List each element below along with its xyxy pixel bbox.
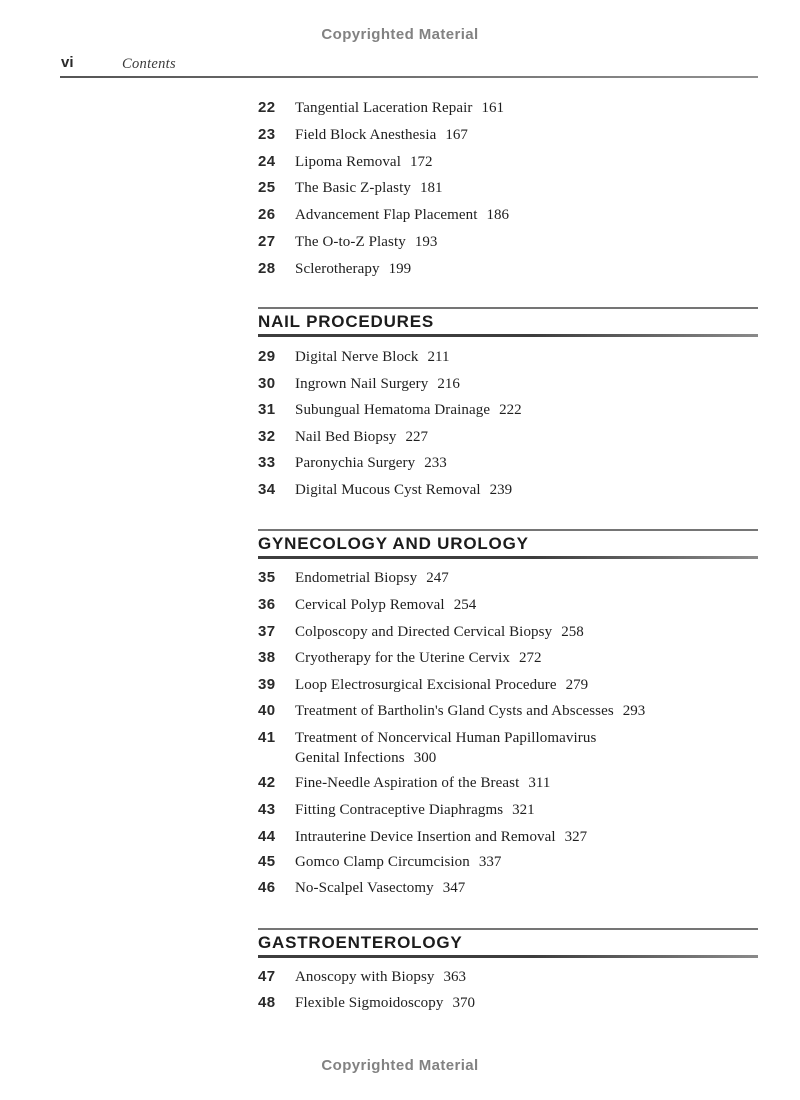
entry-page: 363 bbox=[443, 969, 467, 985]
entry-page: 311 bbox=[528, 775, 551, 791]
entry-page: 300 bbox=[413, 750, 437, 766]
entry-title: Field Block Anesthesia bbox=[295, 127, 437, 143]
toc-entry bbox=[258, 800, 760, 820]
entry-page: 186 bbox=[486, 207, 510, 223]
entry-number: 33 bbox=[258, 454, 276, 471]
toc-entry bbox=[258, 568, 760, 588]
entry-number: 34 bbox=[258, 481, 276, 498]
entry-title: Nail Bed Biopsy bbox=[295, 429, 397, 445]
entry-number: 42 bbox=[258, 774, 276, 791]
entry-page: 216 bbox=[437, 376, 460, 392]
toc-entry bbox=[258, 967, 760, 987]
toc-entry bbox=[258, 427, 760, 447]
entry-page: 199 bbox=[388, 261, 412, 277]
entry-title: Gomco Clamp Circumcision bbox=[295, 854, 470, 870]
entry-number: 46 bbox=[258, 879, 276, 896]
toc-entry bbox=[258, 878, 760, 898]
toc-entry bbox=[258, 622, 760, 642]
toc-entry bbox=[258, 701, 760, 721]
entry-number: 41 bbox=[258, 729, 276, 746]
entry-number: 35 bbox=[258, 569, 276, 586]
entry-page: 161 bbox=[481, 100, 504, 116]
toc-entry bbox=[258, 827, 760, 847]
toc-entry bbox=[258, 675, 760, 695]
entry-page: 211 bbox=[427, 349, 450, 365]
entry-title: Anoscopy with Biopsy bbox=[295, 969, 435, 985]
toc-entry bbox=[258, 205, 760, 225]
section-rule-top bbox=[258, 307, 758, 309]
toc-entry bbox=[258, 480, 760, 500]
entry-number: 37 bbox=[258, 623, 276, 640]
entry-number: 26 bbox=[258, 206, 276, 223]
toc-entry bbox=[258, 232, 760, 252]
toc-entry bbox=[258, 374, 760, 394]
entry-title: Sclerotherapy bbox=[295, 261, 380, 277]
entry-title: Digital Nerve Block bbox=[295, 349, 419, 365]
section-heading-gynecology-and-urology bbox=[258, 529, 758, 559]
entry-page: 227 bbox=[405, 429, 428, 445]
entry-title: Ingrown Nail Surgery bbox=[295, 376, 429, 392]
entry-title: Intrauterine Device Insertion and Removal bbox=[295, 829, 556, 845]
toc-entry bbox=[258, 125, 760, 145]
entry-number: 48 bbox=[258, 994, 276, 1011]
section-heading-gastroenterology bbox=[258, 928, 758, 958]
entry-number: 39 bbox=[258, 676, 276, 693]
entry-number: 36 bbox=[258, 596, 276, 613]
toc-entry bbox=[258, 852, 760, 872]
entry-number: 43 bbox=[258, 801, 276, 818]
section-rule-top bbox=[258, 928, 758, 930]
entry-page: 172 bbox=[409, 154, 433, 170]
entry-title: Subungual Hematoma Drainage bbox=[295, 402, 491, 418]
toc-entry bbox=[258, 728, 760, 748]
entry-number: 27 bbox=[258, 233, 276, 250]
section-title: GASTROENTEROLOGY bbox=[258, 933, 463, 952]
section-heading-nail-procedures bbox=[258, 307, 758, 337]
section-rule-bottom bbox=[258, 556, 758, 559]
toc-entry bbox=[258, 152, 760, 172]
entry-page: 321 bbox=[512, 802, 535, 818]
entry-title-line2: Genital Infections bbox=[295, 750, 405, 766]
entry-number: 44 bbox=[258, 828, 276, 845]
entry-page: 222 bbox=[499, 402, 522, 418]
entry-title: Fitting Contraceptive Diaphragms bbox=[295, 802, 504, 818]
entry-page: 258 bbox=[561, 624, 584, 640]
section-title: GYNECOLOGY AND UROLOGY bbox=[258, 534, 529, 553]
entry-number: 24 bbox=[258, 153, 276, 170]
entry-number: 25 bbox=[258, 179, 276, 196]
entry-title: The Basic Z-plasty bbox=[295, 180, 411, 196]
entry-number: 32 bbox=[258, 428, 276, 445]
entry-number: 31 bbox=[258, 401, 276, 418]
toc-entry bbox=[258, 595, 760, 615]
toc-entry bbox=[258, 453, 760, 473]
entry-title: Cryotherapy for the Uterine Cervix bbox=[295, 650, 510, 666]
entry-number: 40 bbox=[258, 702, 276, 719]
entry-title: The O-to-Z Plasty bbox=[295, 234, 406, 250]
toc-entry bbox=[258, 648, 760, 668]
entry-page: 181 bbox=[419, 180, 443, 196]
entry-page: 370 bbox=[452, 995, 475, 1011]
entry-title: Flexible Sigmoidoscopy bbox=[295, 995, 444, 1011]
section-rule-bottom bbox=[258, 955, 758, 958]
entry-page: 347 bbox=[442, 880, 466, 896]
entry-number: 38 bbox=[258, 649, 276, 666]
entry-title: Colposcopy and Directed Cervical Biopsy bbox=[295, 624, 553, 640]
entry-page: 167 bbox=[445, 127, 468, 143]
toc-entry bbox=[258, 347, 760, 367]
toc-entry bbox=[258, 993, 760, 1013]
entry-title: Endometrial Biopsy bbox=[295, 570, 418, 586]
entry-page: 247 bbox=[426, 570, 449, 586]
entry-number: 23 bbox=[258, 126, 276, 143]
entry-title: Tangential Laceration Repair bbox=[295, 100, 473, 116]
entry-number: 28 bbox=[258, 260, 276, 277]
entry-page: 239 bbox=[489, 482, 513, 498]
entry-title: Cervical Polyp Removal bbox=[295, 597, 445, 613]
entry-title: Digital Mucous Cyst Removal bbox=[295, 482, 481, 498]
copyright-bottom-label: Copyrighted Material bbox=[321, 1057, 479, 1074]
section-rule-top bbox=[258, 529, 758, 531]
entry-title: Advancement Flap Placement bbox=[295, 207, 478, 223]
entry-title: No-Scalpel Vasectomy bbox=[295, 880, 434, 896]
entry-page: 233 bbox=[424, 455, 447, 471]
entry-title: Lipoma Removal bbox=[295, 154, 401, 170]
toc-entry bbox=[258, 259, 760, 279]
entry-title: Loop Electrosurgical Excisional Procedure bbox=[295, 677, 557, 693]
entry-number: 30 bbox=[258, 375, 276, 392]
entry-title: Treatment of Noncervical Human Papillomavirus bbox=[295, 730, 597, 746]
entry-page: 279 bbox=[565, 677, 589, 693]
entry-page: 337 bbox=[478, 854, 502, 870]
header-rule bbox=[60, 76, 758, 78]
page-number: vi bbox=[61, 54, 74, 71]
section-title: NAIL PROCEDURES bbox=[258, 312, 435, 331]
entry-title: Paronychia Surgery bbox=[295, 455, 416, 471]
entry-number: 45 bbox=[258, 853, 276, 870]
entry-page: 293 bbox=[622, 703, 646, 719]
toc-entry-continuation bbox=[295, 748, 797, 768]
toc-entry bbox=[258, 400, 760, 420]
entry-number: 47 bbox=[258, 968, 276, 985]
entry-page: 254 bbox=[453, 597, 477, 613]
copyright-top-label: Copyrighted Material bbox=[321, 26, 479, 43]
toc-entry bbox=[258, 178, 760, 198]
entry-title: Treatment of Bartholin's Gland Cysts and Abscesses bbox=[295, 703, 614, 719]
toc-entry bbox=[258, 773, 760, 793]
entry-title: Fine-Needle Aspiration of the Breast bbox=[295, 775, 520, 791]
entry-page: 193 bbox=[414, 234, 438, 250]
entry-page: 327 bbox=[564, 829, 588, 845]
section-rule-bottom bbox=[258, 334, 758, 337]
toc-entry bbox=[258, 98, 760, 118]
entry-number: 29 bbox=[258, 348, 276, 365]
entry-page: 272 bbox=[519, 650, 542, 666]
running-head: Contents bbox=[122, 56, 176, 72]
entry-number: 22 bbox=[258, 99, 276, 116]
